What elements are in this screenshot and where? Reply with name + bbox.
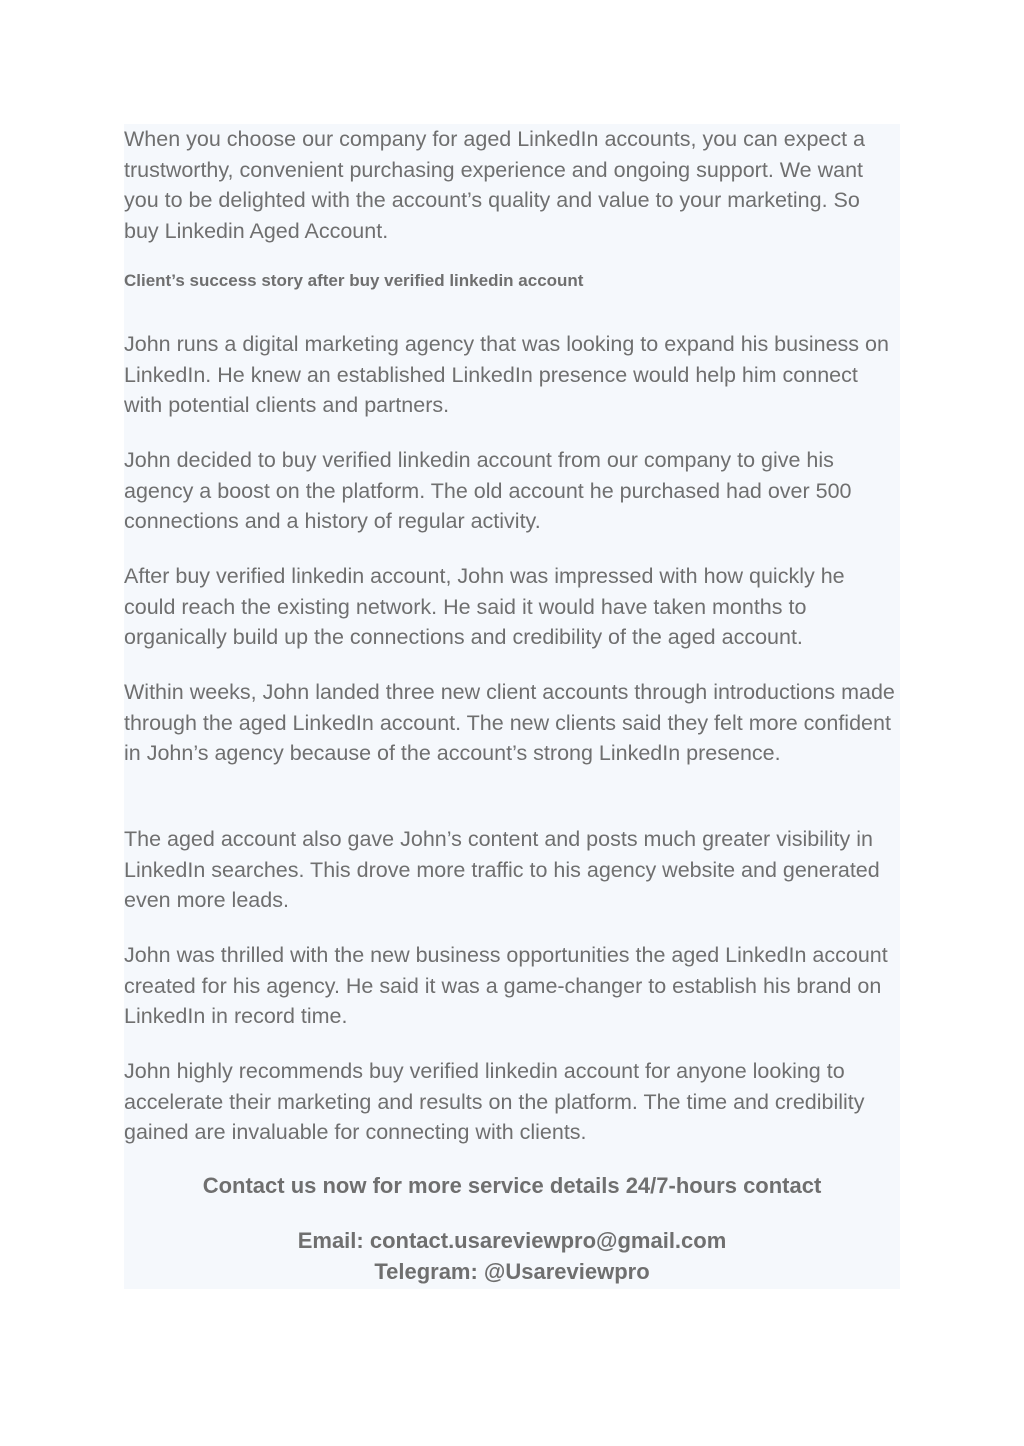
- intro-paragraph: When you choose our company for aged LinkedIn accounts, you can expect a trustworthy, convenient purchasing experience and ongoing support. We want you to be delighted with the account’s quality and value to your marketing. So buy Linkedin Aged Account.: [124, 127, 866, 243]
- section-heading: Client’s success story after buy verified linkedin account: [124, 271, 584, 290]
- paragraph-2: John decided to buy verified linkedin account from our company to give his agency a boost on the platform. The old account he purchased had over 500 connections and a history of regular activity.: [124, 448, 852, 534]
- paragraph-3: After buy verified linkedin account, John was impressed with how quickly he could reach the existing network. He said it would have taken months to organically build up the connections and credibility of the aged account.: [124, 564, 845, 650]
- contact-email: Email: contact.usareviewpro@gmail.com: [297, 1228, 727, 1253]
- paragraph-6: John was thrilled with the new business opportunities the aged LinkedIn account created for his agency. He said it was a game-changer to establish his brand on LinkedIn in record time.: [124, 943, 888, 1029]
- contact-headline: Contact us now for more service details 24/7-hours contact: [202, 1173, 822, 1198]
- paragraph-7: John highly recommends buy verified linkedin account for anyone looking to accelerate their marketing and results on the platform. The time and credibility gained are invaluable for connecting with clients.: [124, 1059, 865, 1145]
- paragraph-5: The aged account also gave John’s content and posts much greater visibility in LinkedIn searches. This drove more traffic to his agency website and generated even more leads.: [124, 827, 880, 913]
- contact-telegram: Telegram: @Usareviewpro: [374, 1259, 650, 1284]
- paragraph-1: John runs a digital marketing agency that was looking to expand his business on LinkedIn. He knew an established LinkedIn presence would help him connect with potential clients and partners.: [124, 332, 889, 418]
- document-content: [124, 124, 900, 1289]
- paragraph-4: Within weeks, John landed three new client accounts through introductions made through the aged LinkedIn account. The new clients said they felt more confident in John’s agency because of the account’s strong LinkedIn presence.: [124, 680, 895, 766]
